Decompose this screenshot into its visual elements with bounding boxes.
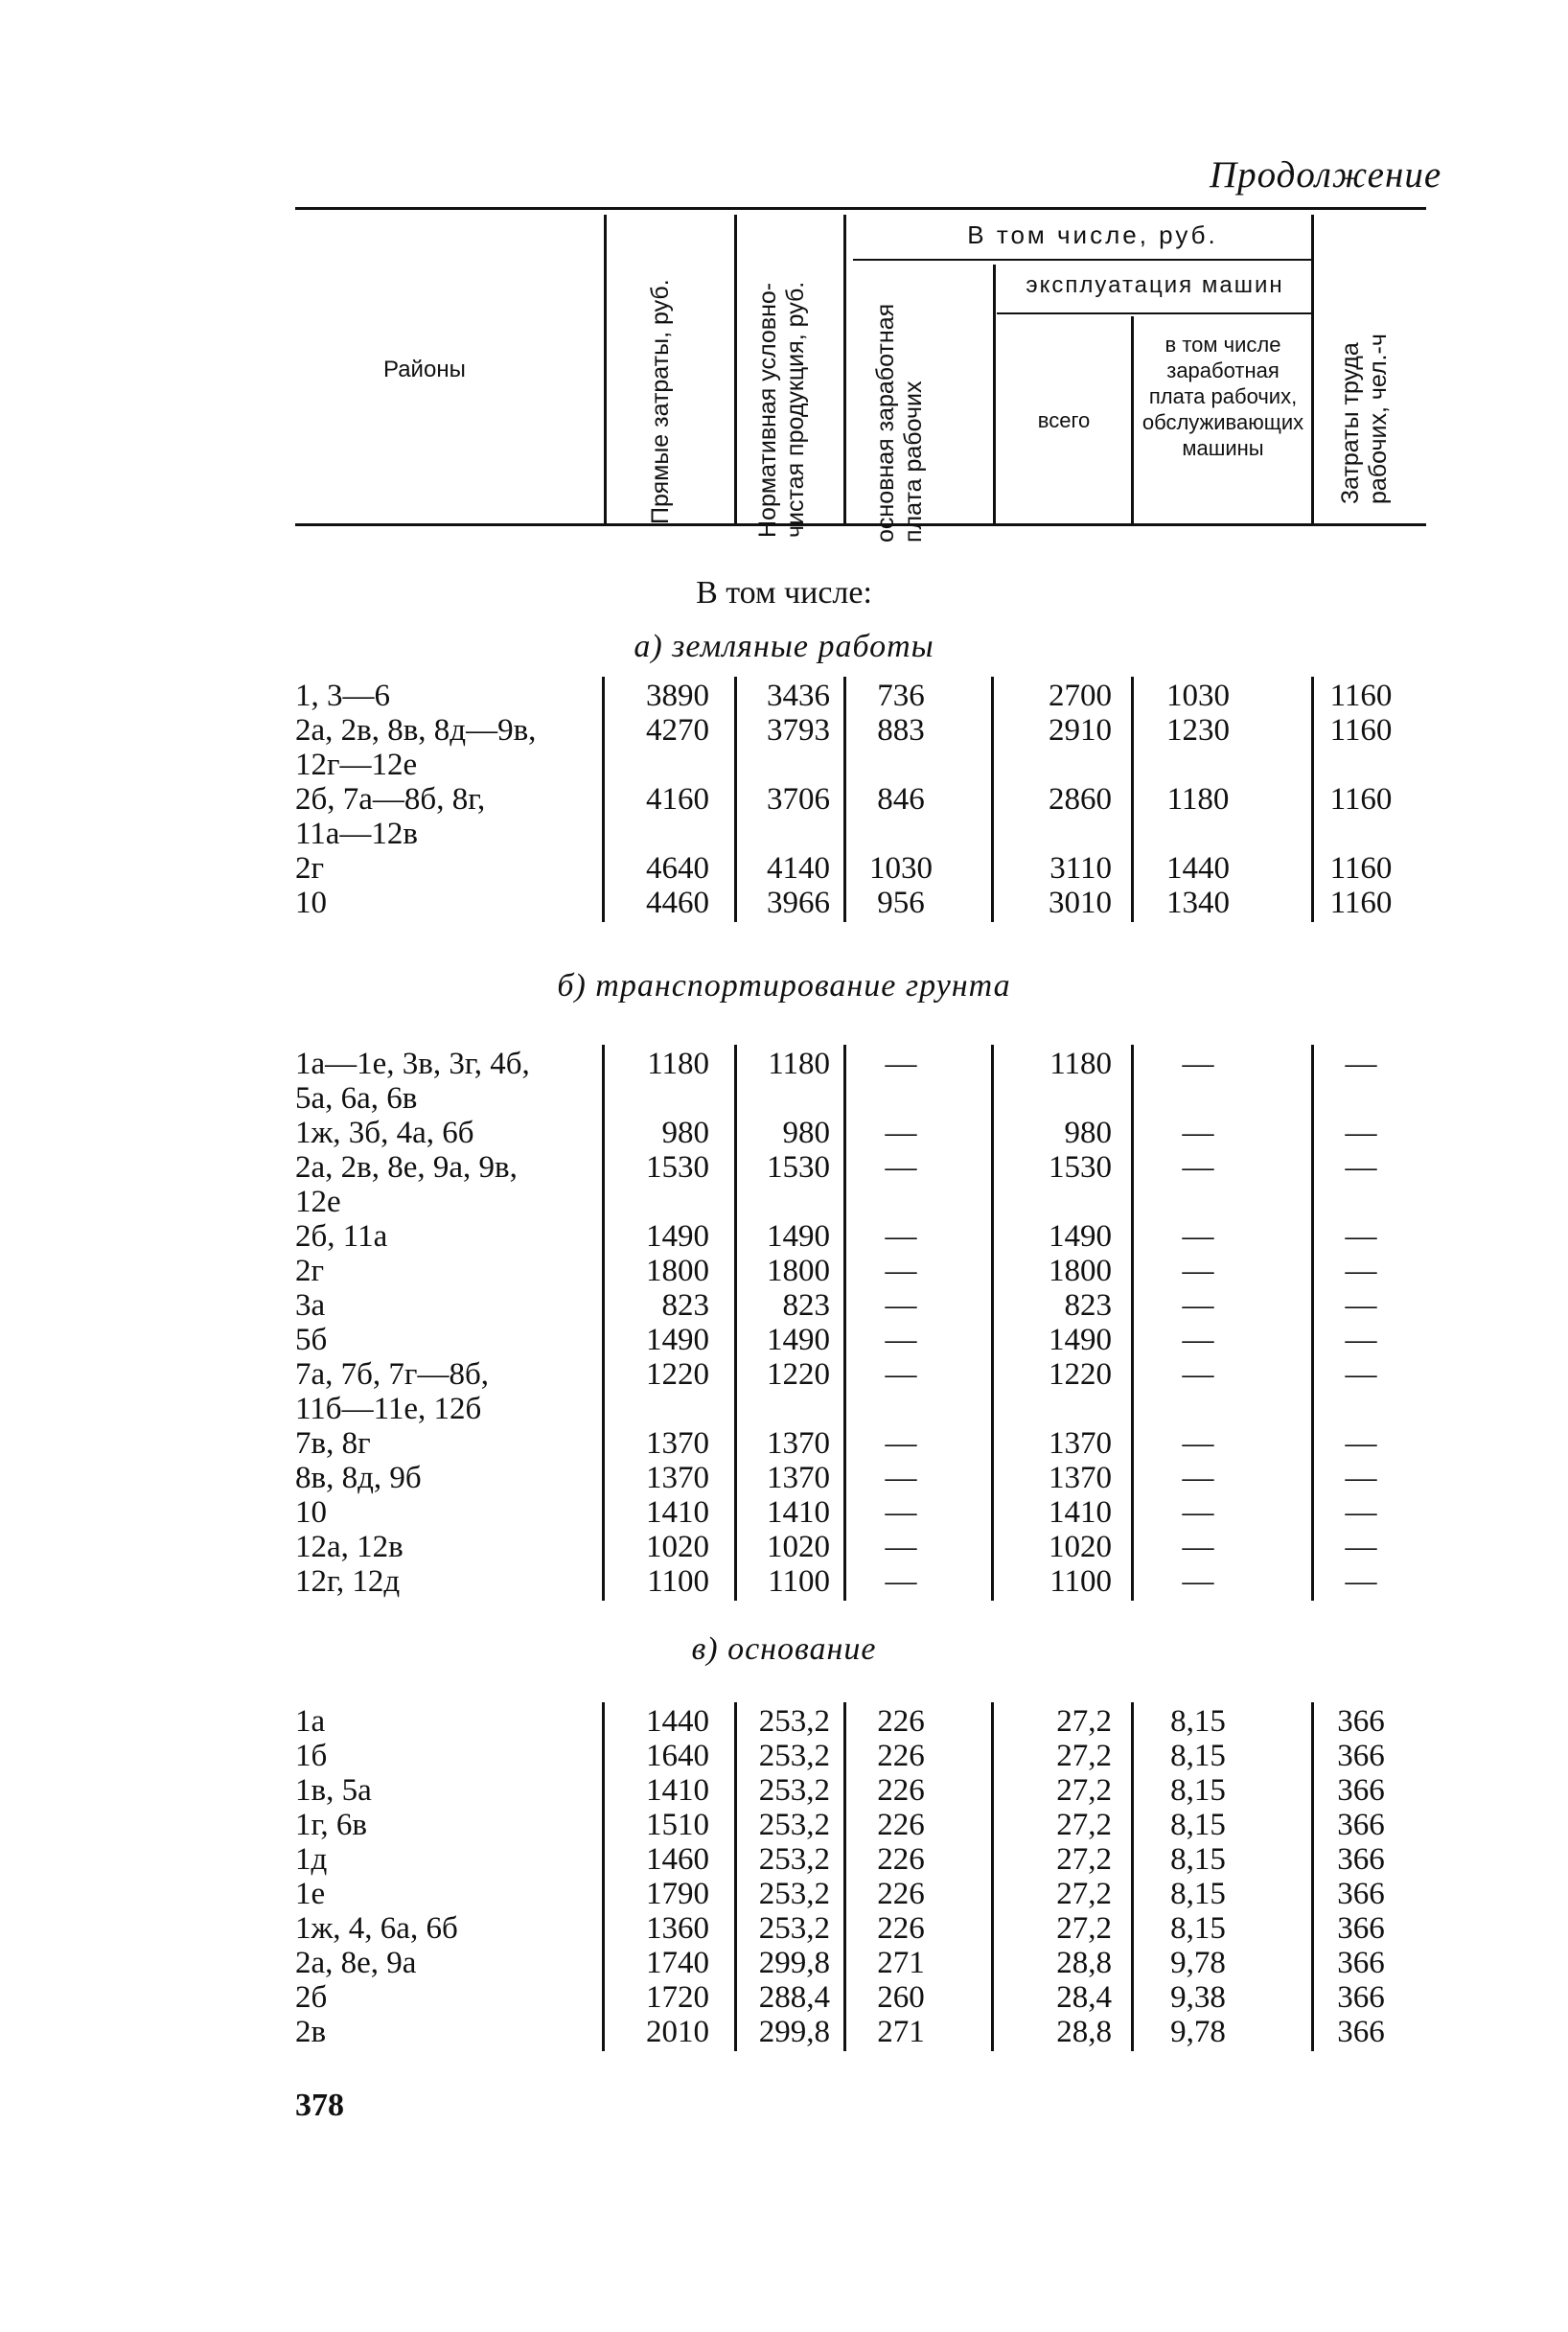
value-cell: —	[1345, 1219, 1377, 1254]
value-cell: 1800	[646, 1254, 709, 1288]
value-cell: —	[1345, 1254, 1377, 1288]
table-row	[0, 1185, 1568, 1219]
value-cell: —	[1182, 1564, 1214, 1599]
table-row	[0, 2015, 1568, 2049]
value-cell: 1530	[646, 1150, 709, 1185]
value-cell: 226	[877, 1739, 925, 1773]
table-row	[0, 1530, 1568, 1564]
value-cell: 28,4	[1056, 1980, 1112, 2015]
table-row	[0, 1323, 1568, 1357]
value-cell: 883	[877, 713, 925, 748]
value-cell: 253,2	[758, 1842, 830, 1877]
value-cell: —	[1345, 1461, 1377, 1495]
value-cell: —	[885, 1219, 917, 1254]
value-cell: 366	[1337, 1842, 1385, 1877]
value-cell: 1740	[646, 1946, 709, 1980]
value-cell: 8,15	[1170, 1704, 1226, 1739]
value-cell: 260	[877, 1980, 925, 2015]
value-cell: 8,15	[1170, 1739, 1226, 1773]
page-number: 378	[295, 2088, 344, 2123]
value-cell: —	[1345, 1530, 1377, 1564]
value-cell: 3890	[646, 679, 709, 713]
district-cell: 12а, 12в	[295, 1530, 404, 1564]
table-row	[0, 1877, 1568, 1911]
value-cell: 1180	[1166, 782, 1230, 817]
value-cell: 253,2	[758, 1773, 830, 1808]
district-cell: 7в, 8г	[295, 1426, 371, 1461]
value-cell: 1370	[767, 1461, 830, 1495]
value-cell: 1440	[646, 1704, 709, 1739]
table-row	[0, 1739, 1568, 1773]
value-cell: 3110	[1049, 851, 1112, 886]
table-row	[0, 1047, 1568, 1081]
value-cell: 366	[1337, 2015, 1385, 2049]
value-cell: 1180	[768, 1047, 830, 1081]
table-row	[0, 1842, 1568, 1877]
value-cell: 8,15	[1170, 1773, 1226, 1808]
value-cell: 226	[877, 1773, 925, 1808]
district-cell: 1, 3—6	[295, 679, 390, 713]
value-cell: 823	[1064, 1288, 1112, 1323]
value-cell: 27,2	[1056, 1739, 1112, 1773]
value-cell: 299,8	[758, 1946, 830, 1980]
value-cell: —	[885, 1150, 917, 1185]
value-cell: 3966	[767, 886, 830, 920]
value-cell: 1490	[767, 1323, 830, 1357]
table-row	[0, 1254, 1568, 1288]
value-cell: —	[1182, 1116, 1214, 1150]
table-row	[0, 817, 1568, 851]
section-title-earthworks: а) земляные работы	[634, 629, 934, 664]
value-cell: 1530	[767, 1150, 830, 1185]
value-cell: 1790	[646, 1877, 709, 1911]
table-row	[0, 1808, 1568, 1842]
value-cell: 1100	[647, 1564, 709, 1599]
value-cell: 3706	[767, 782, 830, 817]
value-cell: 3436	[767, 679, 830, 713]
value-cell: 980	[1064, 1116, 1112, 1150]
value-cell: 253,2	[758, 1739, 830, 1773]
value-cell: 1490	[767, 1219, 830, 1254]
value-cell: 1440	[1166, 851, 1230, 886]
value-cell: 1490	[646, 1219, 709, 1254]
header-labor: Затраты труда рабочих, чел.-ч	[1337, 334, 1392, 504]
value-cell: 27,2	[1056, 1808, 1112, 1842]
header-vline-6	[1311, 215, 1314, 523]
value-cell: 253,2	[758, 1704, 830, 1739]
value-cell: 8,15	[1170, 1877, 1226, 1911]
value-cell: 1180	[647, 1047, 709, 1081]
value-cell: —	[1345, 1047, 1377, 1081]
value-cell: 366	[1337, 1946, 1385, 1980]
value-cell: 1100	[1049, 1564, 1112, 1599]
value-cell: —	[1182, 1357, 1214, 1392]
table-row	[0, 1392, 1568, 1426]
value-cell: —	[885, 1357, 917, 1392]
value-cell: 28,8	[1056, 1946, 1112, 1980]
district-cell: 2б, 11а	[295, 1219, 388, 1254]
value-cell: 1410	[646, 1495, 709, 1530]
value-cell: 366	[1337, 1877, 1385, 1911]
value-cell: 2860	[1049, 782, 1112, 817]
value-cell: 226	[877, 1704, 925, 1739]
table-row	[0, 1495, 1568, 1530]
value-cell: 27,2	[1056, 1773, 1112, 1808]
value-cell: —	[885, 1530, 917, 1564]
value-cell: 1160	[1329, 713, 1393, 748]
district-cell: 1а—1е, 3в, 3г, 4б,	[295, 1047, 530, 1081]
value-cell: 1160	[1329, 782, 1393, 817]
value-cell: 27,2	[1056, 1704, 1112, 1739]
value-cell: 1370	[767, 1426, 830, 1461]
value-cell: 253,2	[758, 1877, 830, 1911]
value-cell: —	[885, 1116, 917, 1150]
table-row	[0, 1288, 1568, 1323]
header-direct-costs: Прямые затраты, руб.	[647, 279, 674, 524]
value-cell: 366	[1337, 1808, 1385, 1842]
value-cell: 1510	[646, 1808, 709, 1842]
value-cell: —	[1182, 1426, 1214, 1461]
value-cell: 271	[877, 2015, 925, 2049]
value-cell: 2910	[1049, 713, 1112, 748]
table-row	[0, 1773, 1568, 1808]
header-incl-wage: в том числе заработная плата рабочих, обслуживающих машины	[1141, 333, 1304, 460]
district-cell: 5б	[295, 1323, 328, 1357]
value-cell: 1160	[1329, 851, 1393, 886]
header-vline-1	[604, 215, 607, 523]
district-cell: 2г	[295, 1254, 325, 1288]
header-machine-operation: эксплуатация машин	[1026, 272, 1284, 298]
value-cell: 27,2	[1056, 1877, 1112, 1911]
value-cell: 226	[877, 1911, 925, 1946]
value-cell: 1020	[767, 1530, 830, 1564]
header-total: всего	[1037, 408, 1091, 432]
header-base-wage: основная заработная плата рабочих	[872, 303, 927, 543]
value-cell: 1490	[646, 1323, 709, 1357]
table-row	[0, 1980, 1568, 2015]
value-cell: 1370	[646, 1426, 709, 1461]
value-cell: 4140	[767, 851, 830, 886]
value-cell: 1030	[1166, 679, 1230, 713]
table-row	[0, 1426, 1568, 1461]
value-cell: —	[1345, 1357, 1377, 1392]
district-cell: 2в	[295, 2015, 327, 2049]
value-cell: 1410	[1049, 1495, 1112, 1530]
value-cell: 736	[877, 679, 925, 713]
value-cell: 9,38	[1170, 1980, 1226, 2015]
table-row	[0, 1564, 1568, 1599]
value-cell: 1220	[767, 1357, 830, 1392]
district-cell: 7а, 7б, 7г—8б,	[295, 1357, 490, 1392]
value-cell: 1460	[646, 1842, 709, 1877]
value-cell: 1220	[1049, 1357, 1112, 1392]
district-cell: 1ж, 3б, 4а, 6б	[295, 1116, 474, 1150]
district-cell: 5а, 6а, 6в	[295, 1081, 418, 1116]
value-cell: 226	[877, 1808, 925, 1842]
value-cell: 253,2	[758, 1808, 830, 1842]
value-cell: 1640	[646, 1739, 709, 1773]
value-cell: 1160	[1329, 886, 1393, 920]
value-cell: —	[885, 1461, 917, 1495]
value-cell: —	[1345, 1288, 1377, 1323]
value-cell: 9,78	[1170, 1946, 1226, 1980]
value-cell: —	[1182, 1150, 1214, 1185]
value-cell: —	[885, 1495, 917, 1530]
value-cell: 980	[661, 1116, 709, 1150]
value-cell: 956	[877, 886, 925, 920]
value-cell: 1370	[1049, 1461, 1112, 1495]
value-cell: —	[885, 1323, 917, 1357]
table-row	[0, 886, 1568, 920]
header-normative-output: Нормативная условно-чистая продукция, руб.	[754, 281, 809, 538]
value-cell: 27,2	[1056, 1842, 1112, 1877]
district-cell: 3а	[295, 1288, 326, 1323]
section-title-soil-transport: б) транспортирование грунта	[557, 968, 1011, 1004]
table-row	[0, 782, 1568, 817]
value-cell: 1230	[1166, 713, 1230, 748]
intro-label: В том числе:	[696, 575, 872, 611]
table-row	[0, 1911, 1568, 1946]
value-cell: 1410	[646, 1773, 709, 1808]
district-cell: 12г—12е	[295, 748, 418, 782]
table-row	[0, 1150, 1568, 1185]
table-row	[0, 713, 1568, 748]
district-cell: 1а	[295, 1704, 326, 1739]
continuation-label: Продолжение	[1210, 154, 1442, 196]
value-cell: 2700	[1049, 679, 1112, 713]
table-row	[0, 679, 1568, 713]
value-cell: 980	[782, 1116, 830, 1150]
value-cell: 1180	[1049, 1047, 1112, 1081]
table-row	[0, 1461, 1568, 1495]
district-cell: 1г, 6в	[295, 1808, 367, 1842]
header-including: В том числе, руб.	[967, 220, 1218, 249]
value-cell: —	[1182, 1530, 1214, 1564]
value-cell: 4460	[646, 886, 709, 920]
value-cell: 3793	[767, 713, 830, 748]
table-row	[0, 1116, 1568, 1150]
district-cell: 12г, 12д	[295, 1564, 401, 1599]
value-cell: 4270	[646, 713, 709, 748]
header-vline-3	[843, 215, 846, 523]
value-cell: —	[1182, 1254, 1214, 1288]
value-cell: 1800	[767, 1254, 830, 1288]
value-cell: 366	[1337, 1980, 1385, 2015]
value-cell: —	[1345, 1116, 1377, 1150]
value-cell: 9,78	[1170, 2015, 1226, 2049]
value-cell: 8,15	[1170, 1842, 1226, 1877]
value-cell: 1370	[1049, 1426, 1112, 1461]
value-cell: 1720	[646, 1980, 709, 2015]
value-cell: —	[1182, 1461, 1214, 1495]
district-cell: 1е	[295, 1877, 326, 1911]
value-cell: —	[1182, 1288, 1214, 1323]
value-cell: 1160	[1329, 679, 1393, 713]
table-row	[0, 1081, 1568, 1116]
value-cell: 27,2	[1056, 1911, 1112, 1946]
value-cell: 1020	[1049, 1530, 1112, 1564]
district-cell: 2а, 2в, 8е, 9а, 9в,	[295, 1150, 518, 1185]
value-cell: 1490	[1049, 1323, 1112, 1357]
value-cell: 846	[877, 782, 925, 817]
district-cell: 12е	[295, 1185, 341, 1219]
value-cell: —	[885, 1047, 917, 1081]
district-cell: 2а, 8е, 9а	[295, 1946, 417, 1980]
value-cell: 28,8	[1056, 2015, 1112, 2049]
value-cell: —	[1182, 1219, 1214, 1254]
value-cell: —	[885, 1288, 917, 1323]
district-cell: 2а, 2в, 8в, 8д—9в,	[295, 713, 537, 748]
value-cell: —	[885, 1254, 917, 1288]
value-cell: —	[1345, 1150, 1377, 1185]
header-vline-4	[993, 265, 996, 523]
value-cell: 2010	[646, 2015, 709, 2049]
table-row	[0, 851, 1568, 886]
value-cell: 226	[877, 1877, 925, 1911]
value-cell: —	[885, 1426, 917, 1461]
header-vline-2	[734, 215, 737, 523]
value-cell: 4640	[646, 851, 709, 886]
district-cell: 1б	[295, 1739, 328, 1773]
header-top-rule	[295, 207, 1426, 210]
header-rule-including	[853, 259, 1313, 261]
value-cell: 226	[877, 1842, 925, 1877]
value-cell: —	[1345, 1564, 1377, 1599]
value-cell: 253,2	[758, 1911, 830, 1946]
district-cell: 11б—11е, 12б	[295, 1392, 482, 1426]
header-bottom-rule	[295, 523, 1426, 526]
value-cell: 1530	[1049, 1150, 1112, 1185]
district-cell: 11а—12в	[295, 817, 419, 851]
table-row	[0, 1704, 1568, 1739]
header-vline-5	[1131, 316, 1134, 523]
district-cell: 1в, 5а	[295, 1773, 372, 1808]
value-cell: 4160	[646, 782, 709, 817]
value-cell: 1020	[646, 1530, 709, 1564]
district-cell: 2г	[295, 851, 325, 886]
value-cell: 8,15	[1170, 1911, 1226, 1946]
district-cell: 8в, 8д, 9б	[295, 1461, 422, 1495]
value-cell: —	[1182, 1323, 1214, 1357]
value-cell: —	[1345, 1495, 1377, 1530]
value-cell: 1220	[646, 1357, 709, 1392]
value-cell: 288,4	[758, 1980, 830, 2015]
header-rule-machines	[997, 312, 1313, 314]
value-cell: 1100	[768, 1564, 830, 1599]
value-cell: 271	[877, 1946, 925, 1980]
value-cell: 366	[1337, 1911, 1385, 1946]
value-cell: 1800	[1049, 1254, 1112, 1288]
value-cell: 1370	[646, 1461, 709, 1495]
value-cell: —	[1345, 1323, 1377, 1357]
value-cell: 1410	[767, 1495, 830, 1530]
district-cell: 10	[295, 886, 327, 920]
value-cell: —	[1182, 1495, 1214, 1530]
value-cell: 299,8	[758, 2015, 830, 2049]
district-cell: 10	[295, 1495, 327, 1530]
section-title-foundation: в) основание	[691, 1631, 877, 1667]
value-cell: 1030	[869, 851, 933, 886]
value-cell: 1490	[1049, 1219, 1112, 1254]
value-cell: —	[885, 1564, 917, 1599]
value-cell: 366	[1337, 1704, 1385, 1739]
district-cell: 2б	[295, 1980, 328, 2015]
value-cell: 1340	[1166, 886, 1230, 920]
district-cell: 1ж, 4, 6а, 6б	[295, 1911, 458, 1946]
value-cell: 823	[661, 1288, 709, 1323]
value-cell: 823	[782, 1288, 830, 1323]
value-cell: —	[1345, 1426, 1377, 1461]
value-cell: 3010	[1049, 886, 1112, 920]
value-cell: 366	[1337, 1773, 1385, 1808]
table-row	[0, 1946, 1568, 1980]
value-cell: 8,15	[1170, 1808, 1226, 1842]
value-cell: —	[1182, 1047, 1214, 1081]
district-cell: 1д	[295, 1842, 328, 1877]
value-cell: 1360	[646, 1911, 709, 1946]
table-row	[0, 1357, 1568, 1392]
header-districts: Районы	[383, 357, 466, 382]
district-cell: 2б, 7а—8б, 8г,	[295, 782, 486, 817]
table-row	[0, 748, 1568, 782]
value-cell: 366	[1337, 1739, 1385, 1773]
table-row	[0, 1219, 1568, 1254]
